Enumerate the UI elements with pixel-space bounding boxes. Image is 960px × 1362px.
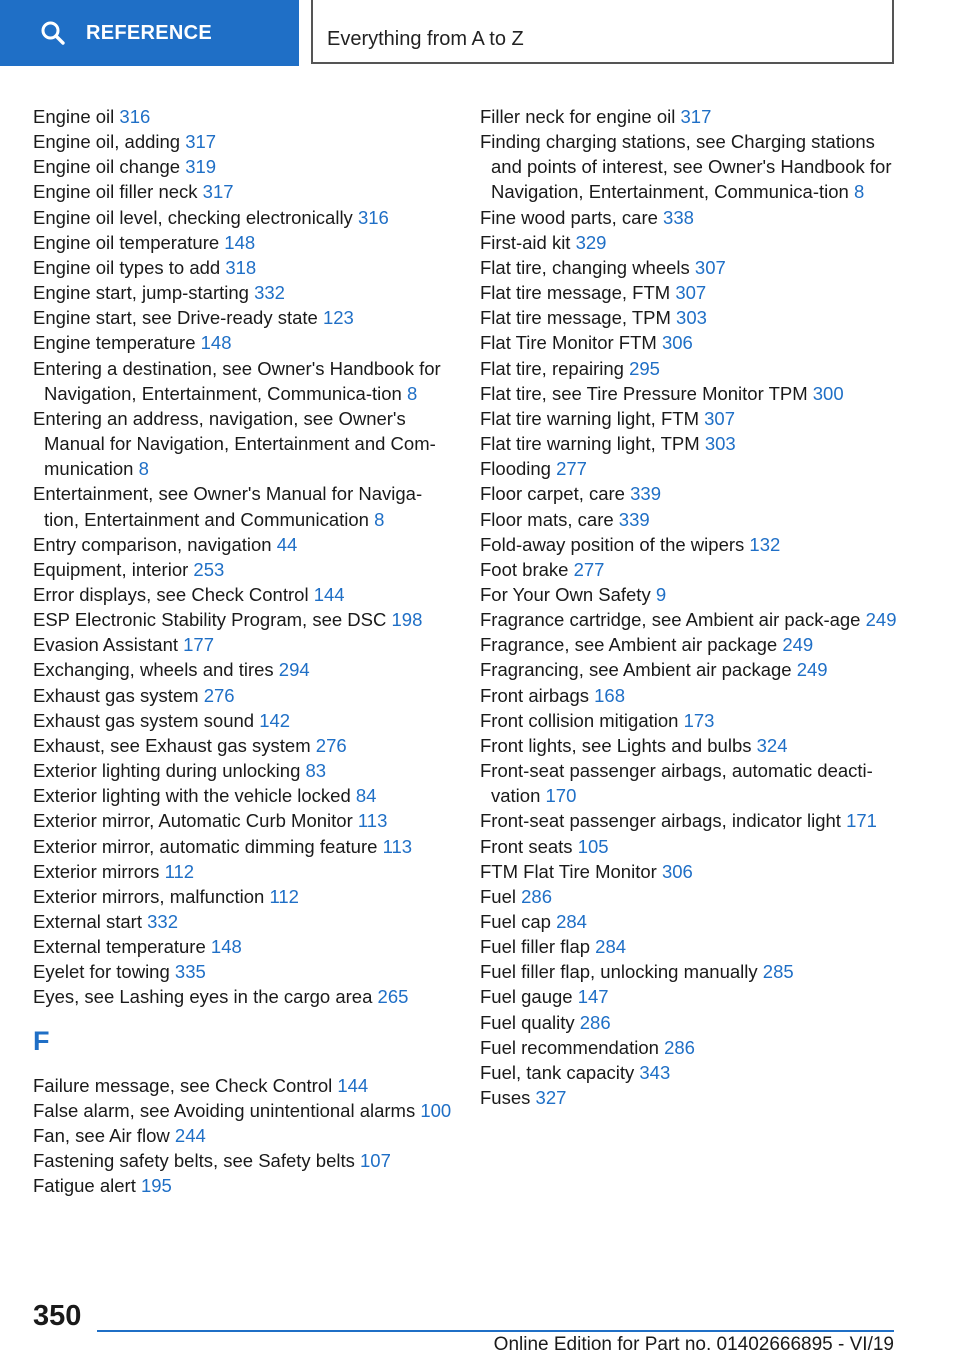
page-link[interactable]: 284 xyxy=(556,911,587,932)
page-link[interactable]: 144 xyxy=(337,1074,369,1096)
page-link[interactable]: 170 xyxy=(545,785,577,807)
index-entry xyxy=(33,1098,453,1123)
index-entry-text: Exterior mirror, Automatic Curb Monitor xyxy=(33,810,353,832)
index-entry-text: Finding charging stations, see Charging stations and points of interest, see Owner's Handbook for Navigation, Entertainment, Communica-tion xyxy=(480,131,892,203)
index-entry-text: Exhaust gas system xyxy=(33,684,199,706)
index-entry xyxy=(33,582,453,607)
index-entry xyxy=(33,280,453,305)
index-entry xyxy=(480,431,900,456)
page-link[interactable]: 317 xyxy=(202,181,234,203)
page-link[interactable]: 277 xyxy=(556,458,587,480)
index-entry-text: Exterior lighting with the vehicle locked xyxy=(33,785,351,807)
index-entry xyxy=(33,708,453,733)
page-link[interactable]: 319 xyxy=(185,156,217,178)
index-entry-text: Fan, see Air flow xyxy=(33,1124,170,1146)
reference-label: REFERENCE xyxy=(86,21,213,44)
page-link[interactable]: 195 xyxy=(140,1175,172,1197)
index-entry xyxy=(480,632,900,657)
page-link[interactable]: 332 xyxy=(147,911,179,932)
page-link[interactable]: 244 xyxy=(174,1124,206,1146)
index-entry xyxy=(33,104,453,129)
footer-edition: Online Edition for Part no. 01402666895 - VI/19 xyxy=(493,1334,894,1355)
page-link[interactable]: 339 xyxy=(630,483,661,505)
index-entry xyxy=(33,632,453,657)
index-entry-text: Engine oil, adding xyxy=(33,131,181,153)
index-entry-text: Floor mats, care xyxy=(480,508,614,530)
index-entry-text: Front collision mitigation xyxy=(480,709,679,731)
index-entry-text: Error displays, see Check Control xyxy=(33,583,309,605)
index-entry xyxy=(480,280,900,305)
index-entry-text: Fuel filler flap, unlocking manually xyxy=(480,961,758,983)
index-entry-text: Exterior mirrors, malfunction xyxy=(33,885,265,907)
index-entry-text: Fuel recommendation xyxy=(480,1036,659,1058)
index-entry xyxy=(33,934,453,959)
index-entry-text: Exterior mirrors xyxy=(33,860,160,882)
index-entry xyxy=(480,657,900,682)
index-entry-text: Engine temperature xyxy=(33,332,196,354)
index-entry xyxy=(33,179,453,204)
page-link[interactable]: 303 xyxy=(676,307,707,329)
section-letter: F xyxy=(33,1025,50,1056)
index-entry xyxy=(33,884,453,909)
page-link[interactable]: 148 xyxy=(210,936,242,958)
index-entry xyxy=(33,1073,453,1098)
index-entry xyxy=(480,708,900,733)
index-entry xyxy=(33,783,453,808)
index-entry-text: Fastening safety belts, see Safety belts xyxy=(33,1150,355,1172)
index-entry xyxy=(480,305,900,330)
index-entry xyxy=(480,1010,900,1035)
page-link[interactable]: 307 xyxy=(694,256,726,278)
index-entry-text: Entry comparison, navigation xyxy=(33,533,272,555)
index-entry-text: Engine oil change xyxy=(33,156,181,178)
index-entry-text: False alarm, see Avoiding unintentional alarms xyxy=(33,1099,416,1121)
page-link[interactable]: 339 xyxy=(618,508,650,530)
index-entry-text: Fragrance cartridge, see Ambient air pack-age xyxy=(480,609,861,631)
page-link[interactable]: 123 xyxy=(322,307,354,329)
index-entry xyxy=(480,481,900,506)
index-entry xyxy=(480,859,900,884)
index-entry-text: Flat Tire Monitor FTM xyxy=(480,332,657,354)
index-entry xyxy=(33,909,453,934)
page-link[interactable]: 327 xyxy=(535,1087,567,1109)
index-entry xyxy=(480,129,900,204)
page-link[interactable]: 343 xyxy=(639,1061,671,1083)
index-column-left xyxy=(33,104,453,1198)
index-entry-text: External temperature xyxy=(33,936,206,958)
page-link[interactable]: 147 xyxy=(577,986,609,1008)
page-link[interactable]: 307 xyxy=(704,407,735,429)
index-entry xyxy=(33,154,453,179)
index-entry-text: Front-seat passenger airbags, automatic deacti-vation xyxy=(480,760,873,807)
index-entry xyxy=(33,330,453,355)
index-entry-text: Fragrance, see Ambient air package xyxy=(480,634,778,656)
index-entry xyxy=(33,808,453,833)
index-entry-text: Front seats xyxy=(480,835,573,857)
index-entry-text: Fuel, tank capacity xyxy=(480,1061,635,1083)
index-entry-text: Front-seat passenger airbags, indicator light xyxy=(480,810,841,832)
index-entry-text: ESP Electronic Stability Program, see DSC xyxy=(33,609,387,631)
index-entry-text: Engine start, jump-starting xyxy=(33,282,249,304)
index-entry xyxy=(33,959,453,984)
page-link[interactable]: 335 xyxy=(174,961,206,983)
index-entry xyxy=(480,733,900,758)
index-list-f xyxy=(33,1073,453,1199)
index-entry xyxy=(480,607,900,632)
index-entry xyxy=(33,984,453,1009)
index-entry xyxy=(480,1085,900,1110)
index-entry-text: Fatigue alert xyxy=(33,1175,136,1197)
page-link[interactable]: 307 xyxy=(675,282,707,304)
index-entry xyxy=(33,733,453,758)
index-entry-text: Engine start, see Drive-ready state xyxy=(33,307,318,329)
page-link[interactable]: 284 xyxy=(595,936,627,958)
index-entry-text: Fuel gauge xyxy=(480,986,573,1008)
page-link[interactable]: 173 xyxy=(683,709,715,731)
index-entry xyxy=(480,381,900,406)
index-entry xyxy=(480,230,900,255)
page-link[interactable]: 112 xyxy=(269,885,299,907)
index-entry-text: Flat tire message, FTM xyxy=(480,282,671,304)
index-entry xyxy=(33,859,453,884)
index-entry xyxy=(33,834,453,859)
page-link[interactable]: 8 xyxy=(406,382,418,404)
index-entry xyxy=(480,356,900,381)
index-entry-text: Front airbags xyxy=(480,684,589,706)
index-entry-text: Flat tire warning light, FTM xyxy=(480,407,699,429)
page-number: 350 xyxy=(33,1300,82,1332)
index-entry-text: Foot brake xyxy=(480,558,569,580)
footer-rule xyxy=(97,1330,894,1332)
index-entry-text: Fuel filler flap xyxy=(480,936,591,958)
index-entry xyxy=(480,255,900,280)
page-link[interactable]: 253 xyxy=(193,558,225,580)
index-list-f-continued xyxy=(480,104,900,1110)
index-entry-text: Exchanging, wheels and tires xyxy=(33,659,274,681)
index-entry-text: For Your Own Safety xyxy=(480,583,651,605)
index-entry-text: Fine wood parts, care xyxy=(480,206,658,228)
page-link[interactable]: 148 xyxy=(224,231,256,253)
page-link[interactable]: 276 xyxy=(315,734,347,756)
index-entry xyxy=(33,481,453,531)
index-entry xyxy=(480,406,900,431)
index-entry-text: Engine oil level, checking electronically xyxy=(33,206,353,228)
index-entry xyxy=(480,959,900,984)
page-link[interactable]: 277 xyxy=(573,558,605,580)
index-entry-text: Filler neck for engine oil xyxy=(480,106,676,127)
index-entry-text: Engine oil filler neck xyxy=(33,181,198,203)
index-entry-text: Failure message, see Check Control xyxy=(33,1074,333,1096)
index-entry-text: Flat tire, repairing xyxy=(480,357,624,379)
index-entry-text: Flat tire warning light, TPM xyxy=(480,433,700,455)
index-entry xyxy=(480,884,900,909)
page-link[interactable]: 132 xyxy=(749,533,781,555)
page-link[interactable]: 318 xyxy=(225,256,257,278)
index-entry-text: Entering an address, navigation, see Owner's Manual for Navigation, Entertainment and Com-munication xyxy=(33,407,436,480)
index-entry xyxy=(480,683,900,708)
index-entry xyxy=(33,356,453,406)
page-link[interactable]: 286 xyxy=(579,1011,611,1033)
section-title-box xyxy=(311,0,894,64)
page-link[interactable]: 303 xyxy=(704,433,736,455)
index-entry xyxy=(33,1173,453,1198)
page-link[interactable]: 300 xyxy=(812,382,844,404)
index-entry xyxy=(33,683,453,708)
page-link[interactable]: 84 xyxy=(355,785,377,807)
index-entry xyxy=(480,532,900,557)
index-entry-text: Flat tire message, TPM xyxy=(480,307,671,329)
index-entry xyxy=(480,758,900,808)
index-entry-text: Eyes, see Lashing eyes in the cargo area xyxy=(33,986,373,1008)
page-link[interactable]: 44 xyxy=(276,533,298,555)
index-entry-text: External start xyxy=(33,911,142,932)
index-entry-text: Fuel cap xyxy=(480,911,551,932)
page-link[interactable]: 249 xyxy=(796,659,828,681)
index-entry xyxy=(480,104,900,129)
page-link[interactable]: 294 xyxy=(278,659,310,681)
page-link[interactable]: 8 xyxy=(138,458,149,480)
index-entry-text: Entering a destination, see Owner's Handbook for Navigation, Entertainment, Communica-tion xyxy=(33,357,441,404)
index-entry xyxy=(33,1148,453,1173)
index-entry xyxy=(480,934,900,959)
index-entry-text: First-aid kit xyxy=(480,231,571,253)
index-entry xyxy=(480,330,900,355)
index-entry xyxy=(33,557,453,582)
index-entry xyxy=(480,834,900,859)
index-entry xyxy=(480,984,900,1009)
index-entry-text: Eyelet for towing xyxy=(33,961,170,983)
page-link[interactable]: 329 xyxy=(575,231,607,253)
page-link[interactable]: 8 xyxy=(853,181,865,203)
page-link[interactable]: 9 xyxy=(655,583,667,605)
page-link[interactable]: 83 xyxy=(305,760,327,782)
page-link[interactable]: 317 xyxy=(680,106,712,127)
page-link[interactable]: 306 xyxy=(661,860,693,882)
page-link[interactable]: 100 xyxy=(420,1099,452,1121)
page-link[interactable]: 286 xyxy=(521,885,553,907)
page-link[interactable]: 105 xyxy=(577,835,609,857)
index-entry-text: Fuses xyxy=(480,1087,531,1109)
page-link[interactable]: 324 xyxy=(756,734,788,756)
page-header xyxy=(0,0,960,66)
page-link[interactable]: 107 xyxy=(360,1150,391,1172)
page-link[interactable]: 198 xyxy=(391,609,423,631)
page-link[interactable]: 276 xyxy=(203,684,235,706)
index-entry-text: Engine oil types to add xyxy=(33,256,221,278)
page-link[interactable]: 113 xyxy=(382,835,413,857)
index-entry xyxy=(33,657,453,682)
page-link[interactable]: 171 xyxy=(846,810,877,832)
index-entry xyxy=(480,1060,900,1085)
index-entry-text: Entertainment, see Owner's Manual for Naviga-tion, Entertainment and Communication xyxy=(33,483,423,530)
index-entry-text: Engine oil temperature xyxy=(33,231,220,253)
page-link[interactable]: 338 xyxy=(663,206,694,228)
index-entry xyxy=(33,1123,453,1148)
page-link[interactable]: 306 xyxy=(661,332,693,354)
index-entry xyxy=(480,205,900,230)
index-entry-text: Exhaust, see Exhaust gas system xyxy=(33,734,311,756)
index-entry-text: Floor carpet, care xyxy=(480,483,625,505)
index-entry xyxy=(33,230,453,255)
page-link[interactable]: 316 xyxy=(119,106,151,127)
index-entry-text: Fuel quality xyxy=(480,1011,575,1033)
page-link[interactable]: 168 xyxy=(594,684,626,706)
reference-tab[interactable] xyxy=(0,0,299,66)
index-list-e xyxy=(33,104,453,1010)
index-entry-text: Evasion Assistant xyxy=(33,634,178,656)
index-entry-text: Flat tire, changing wheels xyxy=(480,256,690,278)
index-entry-text: FTM Flat Tire Monitor xyxy=(480,860,657,882)
index-entry-text: Fold-away position of the wipers xyxy=(480,533,745,555)
index-entry-text: Flooding xyxy=(480,458,551,480)
index-entry xyxy=(33,129,453,154)
page-link[interactable]: 317 xyxy=(185,131,217,153)
page-link[interactable]: 142 xyxy=(259,709,291,731)
index-entry xyxy=(33,255,453,280)
page-link[interactable]: 295 xyxy=(629,357,660,379)
index-column-right xyxy=(480,104,900,1110)
index-entry xyxy=(480,582,900,607)
page-link[interactable]: 316 xyxy=(357,206,389,228)
page-link[interactable]: 249 xyxy=(865,609,897,631)
index-entry-text: Exterior lighting during unlocking xyxy=(33,760,301,782)
page-link[interactable]: 113 xyxy=(357,810,388,832)
section-title: Everything from A to Z xyxy=(327,28,524,50)
page-link[interactable]: 112 xyxy=(164,860,195,882)
page-link[interactable]: 8 xyxy=(374,508,385,530)
index-entry xyxy=(33,406,453,481)
page-link[interactable]: 265 xyxy=(377,986,409,1008)
page-link[interactable]: 177 xyxy=(183,634,215,656)
index-entry-text: Flat tire, see Tire Pressure Monitor TPM xyxy=(480,382,808,404)
index-entry xyxy=(480,456,900,481)
index-entry xyxy=(33,532,453,557)
index-entry xyxy=(480,557,900,582)
index-entry xyxy=(480,1035,900,1060)
index-entry-text: Exterior mirror, automatic dimming feature xyxy=(33,835,378,857)
index-entry xyxy=(33,758,453,783)
index-entry xyxy=(480,909,900,934)
index-entry xyxy=(33,305,453,330)
page-link[interactable]: 332 xyxy=(254,282,285,304)
search-icon xyxy=(40,20,66,46)
index-entry xyxy=(33,205,453,230)
index-entry xyxy=(480,808,900,833)
page-link[interactable]: 285 xyxy=(762,961,794,983)
page-link[interactable]: 249 xyxy=(782,634,814,656)
index-entry-text: Fragrancing, see Ambient air package xyxy=(480,659,792,681)
index-entry-text: Front lights, see Lights and bulbs xyxy=(480,734,752,756)
page-link[interactable]: 144 xyxy=(313,583,345,605)
index-entry-text: Fuel xyxy=(480,885,516,907)
index-entry xyxy=(480,507,900,532)
index-entry-text: Equipment, interior xyxy=(33,558,189,580)
page-link[interactable]: 148 xyxy=(200,332,232,354)
page-link[interactable]: 286 xyxy=(664,1036,695,1058)
index-entry-text: Engine oil xyxy=(33,106,115,127)
index-entry xyxy=(33,607,453,632)
index-entry-text: Exhaust gas system sound xyxy=(33,709,255,731)
